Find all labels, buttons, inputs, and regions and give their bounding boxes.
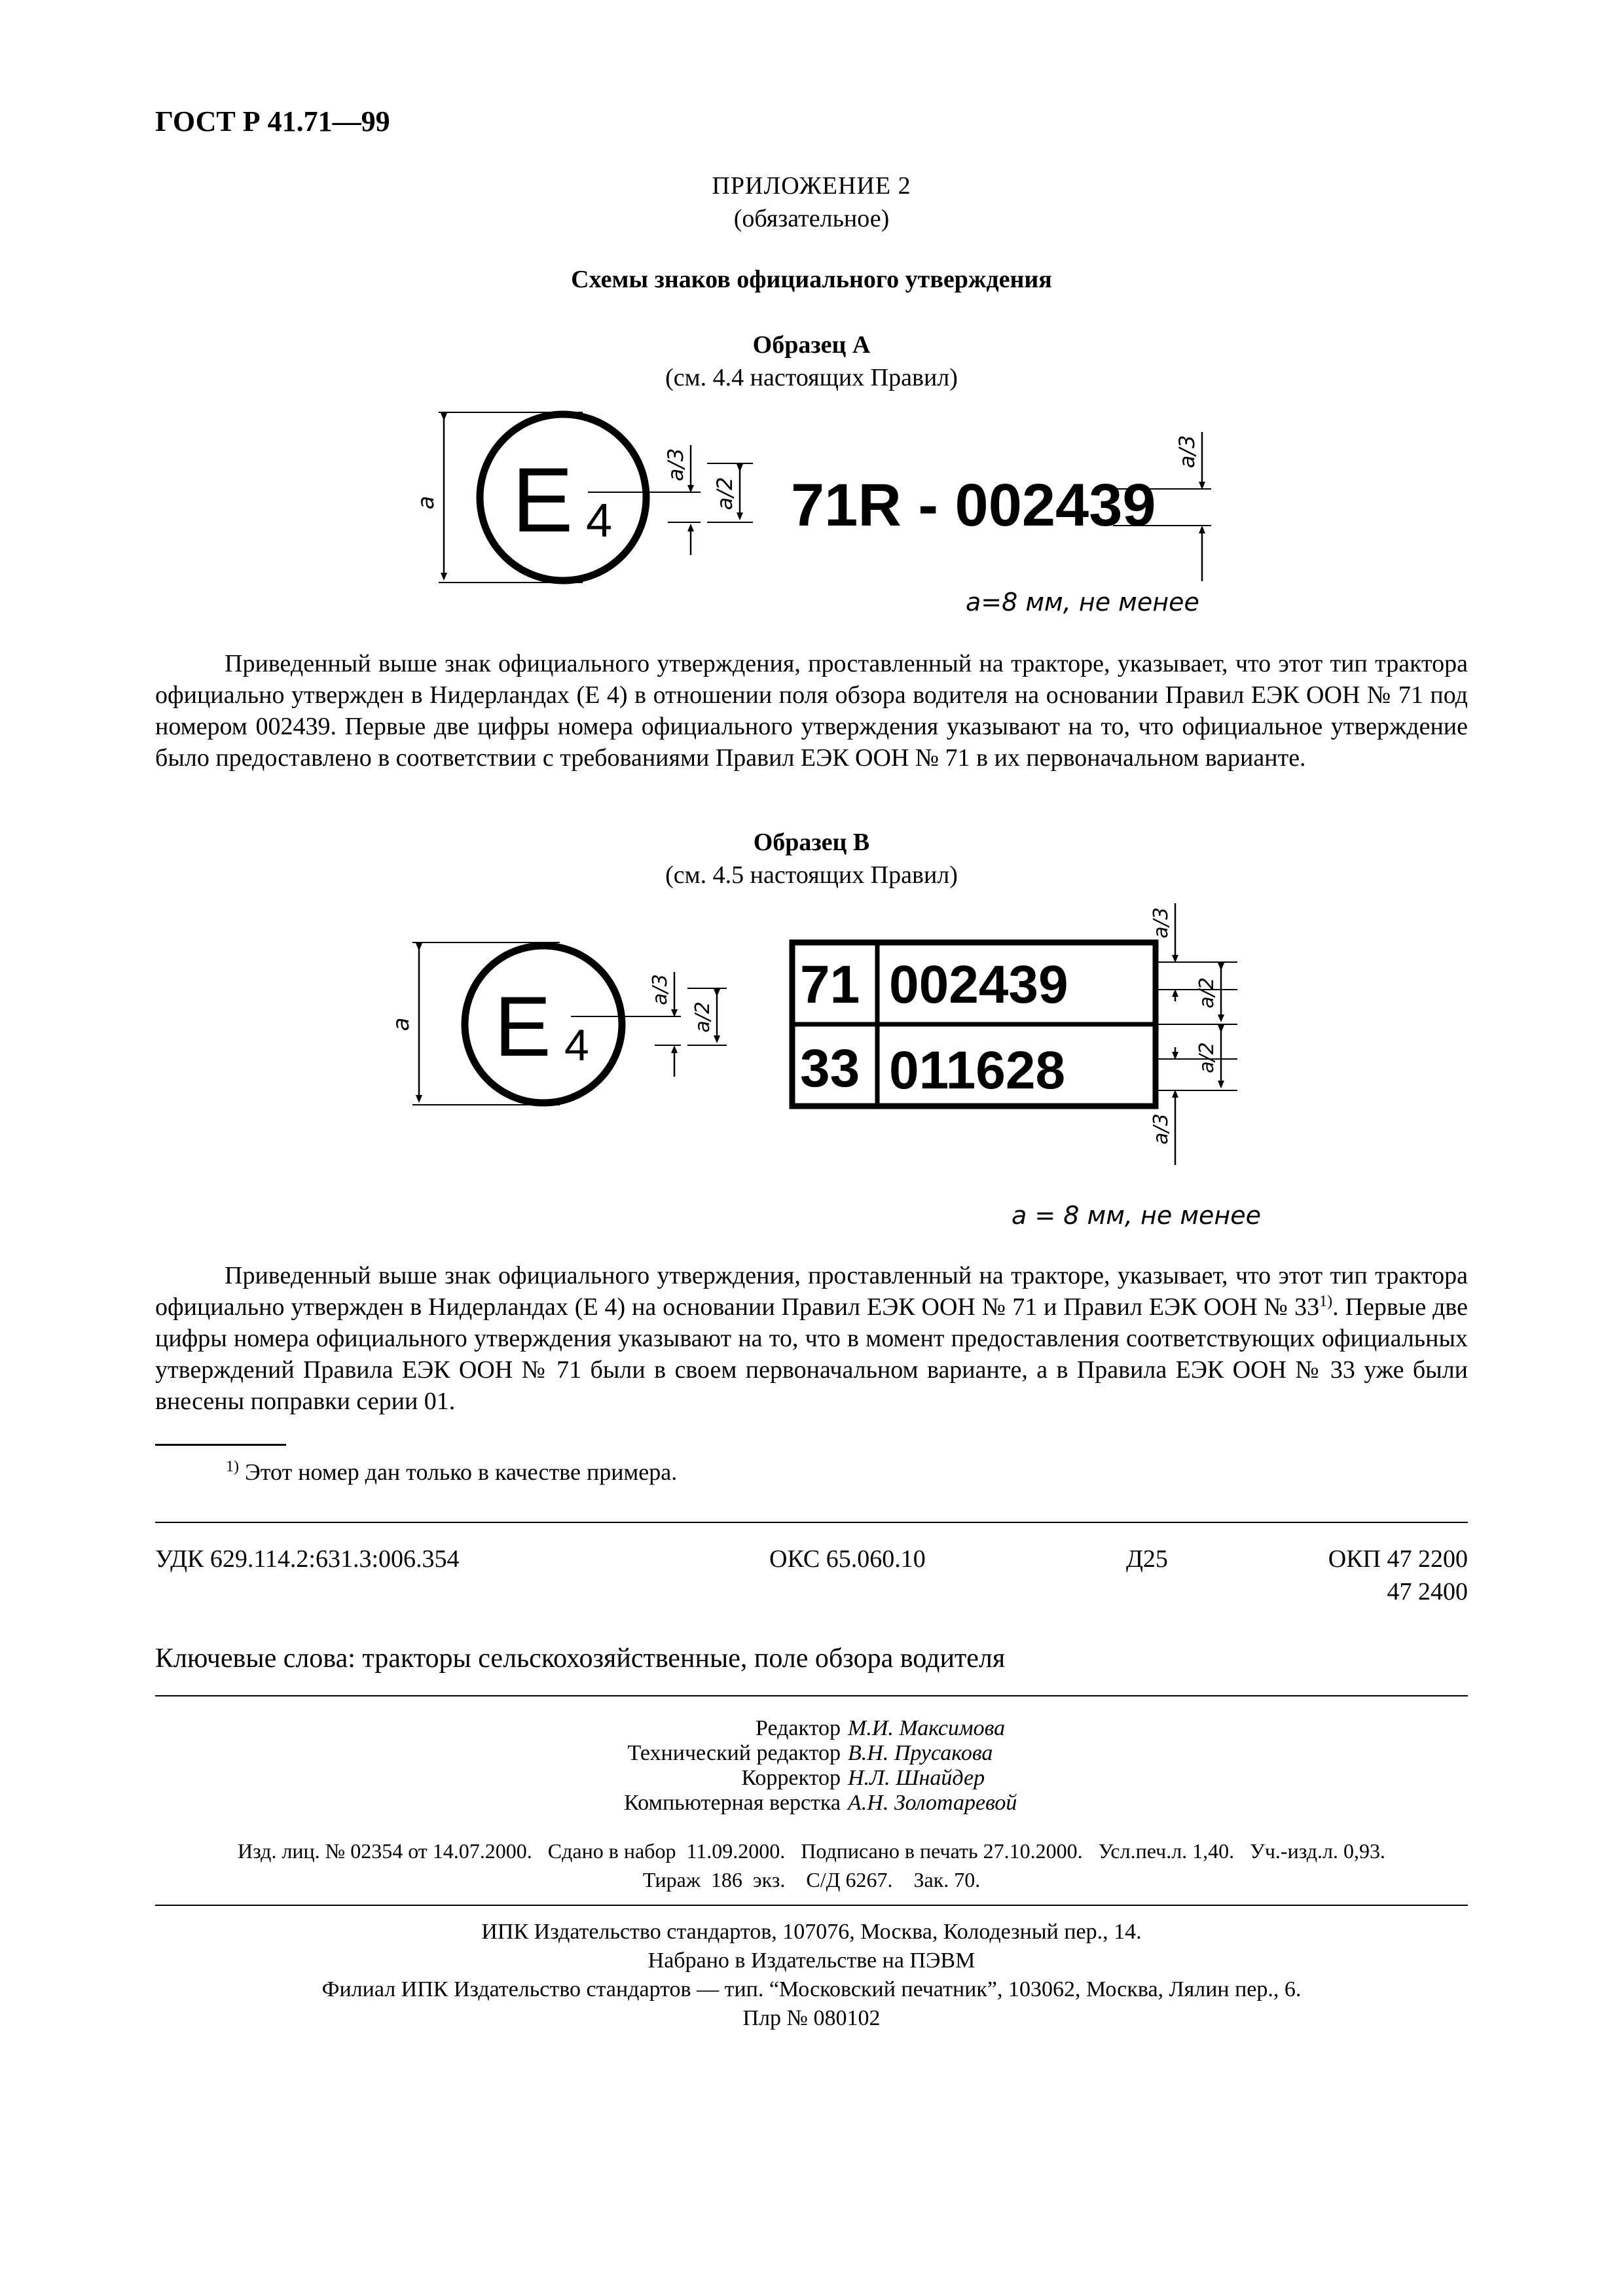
printing-line-1: ИПК Издательство стандартов, 107076, Москва, Колодезный пер., 14. — [481, 1920, 1142, 1944]
divider — [155, 1905, 1468, 1906]
sample-a-title: Образец А — [752, 331, 871, 359]
footnote-marker: 1) — [1319, 1293, 1333, 1310]
approval-number: 71R - 002439 — [791, 472, 1156, 539]
dim-a3-label: a/3 — [663, 448, 688, 482]
dim-a2-label: a/2 — [1195, 977, 1218, 1009]
footnote: $^{1)}$ Этот номер дан только в качестве примера. — [226, 1458, 678, 1485]
table-number-2: 011628 — [889, 1041, 1066, 1100]
dim-a2-label: a/2 — [712, 476, 737, 511]
footnote-divider — [155, 1444, 286, 1446]
dim-a-label: a — [413, 495, 439, 510]
table-number-1: 002439 — [889, 955, 1068, 1014]
mark-country-number: 4 — [564, 1020, 589, 1070]
sample-b-note: a = 8 мм, не менее — [1012, 1201, 1261, 1230]
oks-code: ОКС 65.060.10 — [769, 1545, 926, 1573]
sample-b-title: Образец В — [753, 829, 870, 856]
sample-a-paragraph: Приведенный выше знак официального утверждения, проставленный на тракторе, указывает, что этот тип трактора официально утвержден в Нидерландах (Е 4) в отношении поля обзора водителя на основании Правил ЕЭК ООН № 71 под номером 002439. Первые две цифры номера официального утверждения указывают на то, что официальное утверждение было предоставлено в соответствии с требованиями Правил ЕЭК ООН № 71 в их первоначальном варианте. — [155, 650, 1468, 772]
divider — [155, 1695, 1468, 1696]
dim-a3-label: a/3 — [1175, 435, 1199, 469]
sample-a-note: a=8 мм, не менее — [966, 588, 1199, 617]
dim-a3-label: a/3 — [1150, 907, 1173, 939]
annex-title: ПРИЛОЖЕНИЕ 2 — [712, 172, 911, 200]
annex-status: (обязательное) — [733, 205, 890, 232]
d-code: Д25 — [1126, 1545, 1168, 1573]
dim-a3-label: a/3 — [649, 974, 672, 1005]
keywords: Ключевые слова: тракторы сельскохозяйственные, поле обзора водителя — [155, 1643, 1006, 1674]
udk-code: УДК 629.114.2:631.3:006.354 — [155, 1545, 460, 1573]
sample-b-diagram — [388, 897, 1257, 1172]
publication-line-2: Тираж 186 экз. С/Д 6267. Зак. 70. — [642, 1868, 981, 1892]
standard-page: ГОСТ Р 41.71—99 ПРИЛОЖЕНИЕ 2 (обязательное) Схемы знаков официального утверждения Образец А (см. 4.4 настоящих Правил) a E 4 a/3 a/2 71R - 002439 a/3 a=8 мм, не менее Приведенный выше знак официального утверждения, проставленный на тракторе, указывает, что этот тип трактора официально утвержден в Нидерландах (Е 4) в отношении поля обзора водителя на основании Правил ЕЭК ООН № 71 под номером 002439. Первые две цифры номера официального утверждения указывают на то, что официальное утверждение было предоставлено в соответствии с требованиями Правил ЕЭК ООН № 71 в их первоначальном варианте. Образец В (см. 4.5 настоящих Правил) a E 4 a/3 a/2 71 002439 33 011628 a/3 a/3 a/2 a/2 a = 8 мм, не менее Приведенный выше знак официального утверждения, проставленный на тракторе, указывает, что этот тип трактора официально утвержден в Нидерландах (Е 4) на основании Правил ЕЭК ООН № 71 и Правил ЕЭК ООН № 33$^{1)}$. Первые две цифры номера официального утверждения указывают на то, что в момент предоставления соответствующих официальных утверждений Правила ЕЭК ООН № 71 были в своем первоначальном варианте, а в Правила ЕЭК ООН № 33 уже были внесены поправки серии 01. $^{1)}$ Этот номер дан только в качестве примера. УДК 629.114.2:631.3:006.354 ОКС 65.060.10 Д25 ОКП 47 2200 47 2400 Ключевые слова: тракторы сельскохозяйственные, поле обзора водителя Редактор М.И. Максимова Технический редактор В.Н. Прусакова Корректор Н.Л. Шнайдер Компьютерная верстка А.Н. Золотаревой Изд. лиц. № 02354 от 14.07.2000. Сдано в набор 11.09.2000. Подписано в печать 27.10.2000. Усл.печ.л. 1,40. Уч.-изд.л. 0,93. Тираж 186 экз. С/Д 6267. Зак. 70. ИПК Издательство стандартов, 107076, Москва, Колодезный пер., 14. Набрано в Издательстве на ПЭВМ Филиал ИПК Издательство стандартов — тип. “Московский печатник”, 103062, Москва, Лялин пер., 6. Плр № 080102 — [0, 0, 1623, 2296]
printing-line-3: Филиал ИПК Издательство стандартов — тип. “Московский печатник”, 103062, Москва, Лялин пер., 6. — [321, 1977, 1302, 2001]
table-regulation-2: 33 — [800, 1039, 860, 1098]
document-code: ГОСТ Р 41.71—99 — [155, 105, 390, 137]
okp-code-2: 47 2400 — [1387, 1578, 1468, 1605]
section-heading: Схемы знаков официального утверждения — [571, 266, 1052, 293]
sample-b-reference: (см. 4.5 настоящих Правил) — [665, 861, 958, 889]
okp-code-1: ОКП 47 2200 — [1328, 1545, 1468, 1573]
sample-b-paragraph: Приведенный выше знак официального утверждения, проставленный на тракторе, указывает, что этот тип трактора официально утвержден в Нидерландах (Е 4) на основании Правил ЕЭК ООН № 71 и Правил ЕЭК ООН № 33$^{1)}$. Первые две цифры номера официального утверждения указывают на то, что в момент предоставления соответствующих официальных утверждений Правила ЕЭК ООН № 71 были в своем первоначальном варианте, а в Правила ЕЭК ООН № 33 уже были внесены поправки серии 01. — [155, 1262, 1468, 1415]
mark-letter: E — [494, 978, 551, 1074]
printing-line-2: Набрано в Издательстве на ПЭВМ — [647, 1948, 976, 1973]
publication-line-1: Изд. лиц. № 02354 от 14.07.2000. Сдано в набор 11.09.2000. Подписано в печать 27.10.2000. Усл.печ.л. 1,40. Уч.-изд.л. 0,93. — [238, 1839, 1385, 1863]
dim-a2-label: a/2 — [1195, 1042, 1218, 1073]
dim-a-label: a — [388, 1017, 414, 1031]
sample-a-reference: (см. 4.4 настоящих Правил) — [665, 364, 958, 391]
mark-letter: E — [512, 448, 574, 551]
printing-line-4: Плр № 080102 — [742, 2006, 881, 2030]
dim-a3-label: a/3 — [1150, 1113, 1173, 1145]
dim-a2-label: a/2 — [691, 1001, 714, 1033]
mark-country-number: 4 — [586, 495, 613, 547]
table-regulation-1: 71 — [800, 955, 860, 1014]
divider — [155, 1522, 1468, 1523]
